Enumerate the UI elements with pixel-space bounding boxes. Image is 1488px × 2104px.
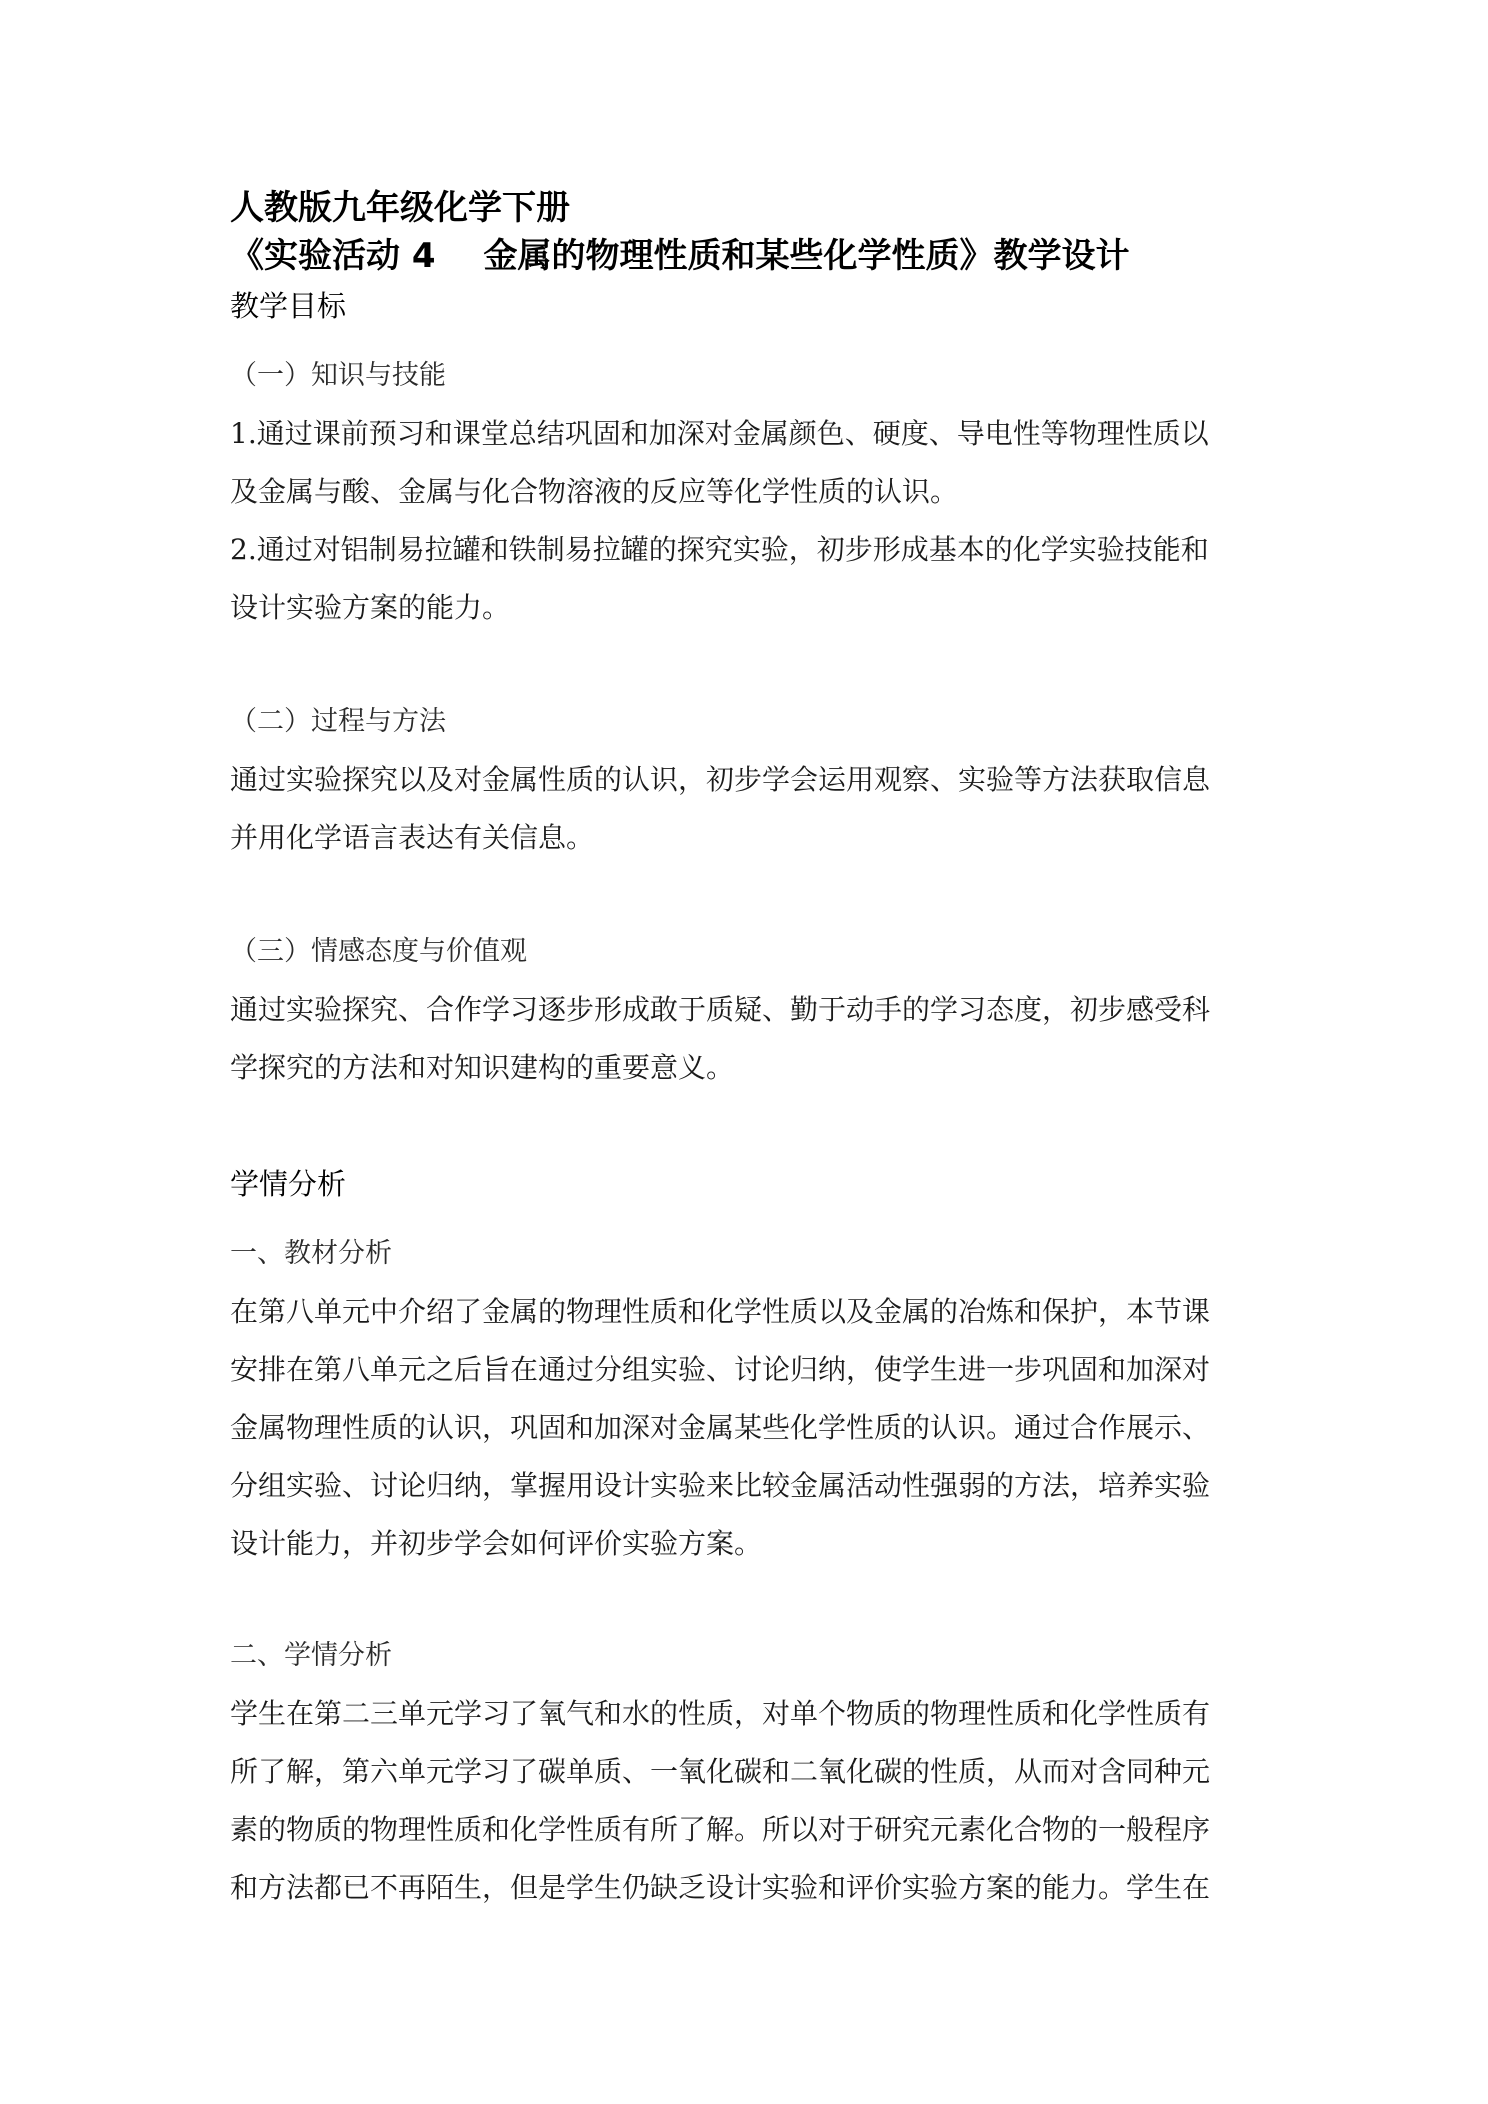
paragraph-line: 通过实验探究、合作学习逐步形成敢于质疑、勤于动手的学习态度，初步感受科 bbox=[230, 993, 1211, 1026]
paragraph-line: 学探究的方法和对知识建构的重要意义。 bbox=[230, 1051, 735, 1084]
paragraph-line: 安排在第八单元之后旨在通过分组实验、讨论归纳，使学生进一步巩固和加深对 bbox=[230, 1353, 1211, 1386]
subheading-process-methods: （二）过程与方法 bbox=[230, 706, 446, 737]
paragraph-line: 学生在第二三单元学习了氧气和水的性质，对单个物质的物理性质和化学性质有 bbox=[230, 1697, 1211, 1730]
paragraph-line: 金属物理性质的认识，巩固和加深对金属某些化学性质的认识。通过合作展示、 bbox=[230, 1411, 1211, 1444]
paragraph-line: 并用化学语言表达有关信息。 bbox=[230, 821, 595, 854]
subheading-student-analysis: 二、学情分析 bbox=[230, 1640, 392, 1671]
paragraph-line: 在第八单元中介绍了金属的物理性质和化学性质以及金属的冶炼和保护，本节课 bbox=[230, 1295, 1211, 1328]
paragraph-line: 设计能力，并初步学会如何评价实验方案。 bbox=[230, 1527, 763, 1560]
subheading-knowledge-skills: （一）知识与技能 bbox=[230, 360, 446, 391]
section-heading-goals: 教学目标 bbox=[230, 289, 347, 323]
paragraph-line: 2.通过对铝制易拉罐和铁制易拉罐的探究实验，初步形成基本的化学实验技能和 bbox=[230, 533, 1209, 566]
paragraph-line: 通过实验探究以及对金属性质的认识，初步学会运用观察、实验等方法获取信息 bbox=[230, 763, 1211, 796]
doc-title-line-2 bbox=[230, 232, 1130, 280]
doc-title-topic: 金属的物理性质和某些化学性质》教学设计 bbox=[483, 236, 1130, 276]
section-heading-analysis: 学情分析 bbox=[230, 1167, 347, 1201]
subheading-emotion-values: （三）情感态度与价值观 bbox=[230, 936, 527, 967]
doc-title-activity: 《实验活动 4 bbox=[230, 236, 436, 276]
paragraph-line: 1.通过课前预习和课堂总结巩固和加深对金属颜色、硬度、导电性等物理性质以 bbox=[230, 417, 1209, 450]
paragraph-line: 素的物质的物理性质和化学性质有所了解。所以对于研究元素化合物的一般程序 bbox=[230, 1813, 1211, 1846]
subheading-material-analysis: 一、教材分析 bbox=[230, 1238, 392, 1269]
paragraph-line: 及金属与酸、金属与化合物溶液的反应等化学性质的认识。 bbox=[230, 475, 959, 508]
doc-title-line-1: 人教版九年级化学下册 bbox=[230, 188, 570, 228]
paragraph-line: 设计实验方案的能力。 bbox=[230, 591, 511, 624]
paragraph-line: 所了解，第六单元学习了碳单质、一氧化碳和二氧化碳的性质，从而对含同种元 bbox=[230, 1755, 1211, 1788]
paragraph-line: 和方法都已不再陌生，但是学生仍缺乏设计实验和评价实验方案的能力。学生在 bbox=[230, 1871, 1211, 1904]
paragraph-line: 分组实验、讨论归纳，掌握用设计实验来比较金属活动性强弱的方法，培养实验 bbox=[230, 1469, 1211, 1502]
